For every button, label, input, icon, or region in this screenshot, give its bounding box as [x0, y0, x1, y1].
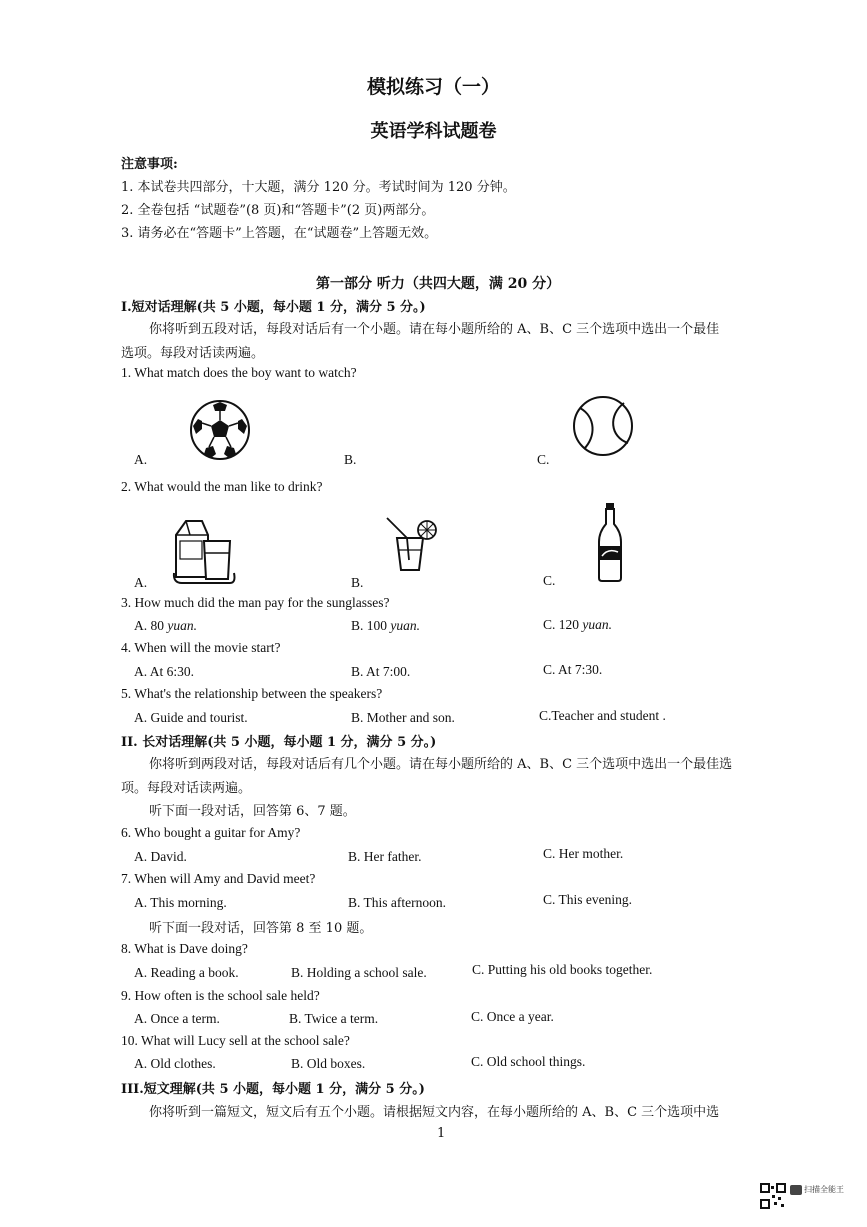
- q7-option-b: B. This afternoon.: [348, 895, 446, 910]
- scanner-logo-icon: [790, 1185, 802, 1195]
- notice-item-1: 1. 本试卷共四部分，十大题，满分 120 分。考试时间为 120 分钟。: [121, 180, 516, 195]
- q5-option-b: B. Mother and son.: [351, 710, 455, 725]
- q5-option-c: C.Teacher and student .: [539, 708, 666, 723]
- q3-option-b: B. 100 yuan.: [351, 618, 421, 633]
- tennis-ball-icon: [572, 395, 634, 457]
- q1-option-c: C.: [537, 452, 550, 467]
- section3-instruction: 你将听到一篇短文，短文后有五个小题。请根据短文内容，在每小题所给的 A、B、C 三个选项中选: [149, 1105, 720, 1120]
- q2-option-a: A.: [134, 575, 148, 590]
- q10-option-c: C. Old school things.: [471, 1054, 586, 1069]
- notice-heading: 注意事项:: [121, 157, 178, 172]
- section2-instruction: 你将听到两段对话，每段对话后有几个小题。请在每小题所给的 A、B、C 三个选项中选出一个最佳选: [149, 757, 733, 772]
- q6-option-a: A. David.: [134, 849, 187, 864]
- exam-subtitle: 英语学科试题卷: [370, 121, 497, 142]
- q7-option-c: C. This evening.: [543, 892, 632, 907]
- q9-option-b: B. Twice a term.: [289, 1011, 379, 1026]
- q4-option-a: A. At 6:30.: [134, 664, 195, 679]
- notice-item-3: 3. 请务必在“答题卡”上答题，在“试题卷”上答题无效。: [121, 226, 438, 241]
- question-6: 6. Who bought a guitar for Amy?: [121, 825, 301, 840]
- q1-option-a: A.: [134, 452, 148, 467]
- q2-option-b: B.: [351, 575, 364, 590]
- q10-option-a: A. Old clothes.: [134, 1056, 216, 1071]
- part1-heading: 第一部分 听力（共四大题，满 20 分）: [316, 276, 561, 292]
- q6-option-c: C. Her mother.: [543, 846, 624, 861]
- question-9: 9. How often is the school sale held?: [121, 988, 320, 1003]
- notice-item-2: 2. 全卷包括 “试题卷”(8 页)和“答题卡”(2 页)两部分。: [121, 203, 435, 218]
- page-number: 1: [437, 1126, 446, 1141]
- q8-option-b: B. Holding a school sale.: [291, 965, 427, 980]
- section2-instruction-cont: 项。每段对话读两遍。: [121, 781, 252, 796]
- question-3: 3. How much did the man pay for the sunglasses?: [121, 595, 390, 610]
- q8-option-c: C. Putting his old books together.: [472, 962, 653, 977]
- question-2: 2. What would the man like to drink?: [121, 479, 323, 494]
- q9-option-c: C. Once a year.: [471, 1009, 554, 1024]
- q4-option-c: C. At 7:30.: [543, 662, 603, 677]
- listen-note-6-7: 听下面一段对话，回答第 6、7 题。: [149, 804, 356, 819]
- juice-glass-icon: [385, 516, 437, 572]
- section2-title: II. 长对话理解(共 5 小题，每小题 1 分，满分 5 分。): [121, 735, 437, 750]
- section1-title: I.短对话理解(共 5 小题，每小题 1 分，满分 5 分。): [121, 300, 426, 315]
- q2-option-c: C.: [543, 573, 556, 588]
- section3-title: III.短文理解(共 5 小题，每小题 1 分，满分 5 分。): [121, 1082, 425, 1097]
- question-8: 8. What is Dave doing?: [121, 941, 248, 956]
- q4-option-b: B. At 7:00.: [351, 664, 411, 679]
- q8-option-a: A. Reading a book.: [134, 965, 239, 980]
- exam-title: 模拟练习（一）: [366, 76, 500, 98]
- q10-option-b: B. Old boxes.: [291, 1056, 366, 1071]
- q6-option-b: B. Her father.: [348, 849, 422, 864]
- soccer-ball-icon: [189, 399, 251, 461]
- question-10: 10. What will Lucy sell at the school sale?: [121, 1033, 350, 1048]
- q1-option-b: B.: [344, 452, 357, 467]
- question-7: 7. When will Amy and David meet?: [121, 871, 316, 886]
- scanner-watermark: 扫描全能王: [804, 1185, 844, 1194]
- q3-option-a: A. 80 yuan.: [134, 618, 197, 633]
- listen-note-8-10: 听下面一段对话，回答第 8 至 10 题。: [149, 921, 373, 936]
- q7-option-a: A. This morning.: [134, 895, 227, 910]
- q9-option-a: A. Once a term.: [134, 1011, 220, 1026]
- milk-carton-icon: [172, 515, 238, 585]
- section1-instruction: 你将听到五段对话，每段对话后有一个小题。请在每小题所给的 A、B、C 三个选项中选出一个最佳: [149, 322, 720, 337]
- q5-option-a: A. Guide and tourist.: [134, 710, 248, 725]
- question-4: 4. When will the movie start?: [121, 640, 281, 655]
- cola-bottle-icon: [596, 502, 624, 582]
- question-5: 5. What's the relationship between the speakers?: [121, 686, 383, 701]
- question-1: 1. What match does the boy want to watch?: [121, 365, 357, 380]
- qr-code-icon: [760, 1183, 786, 1209]
- q3-option-c: C. 120 yuan.: [543, 617, 613, 632]
- section1-instruction-cont: 选项。每段对话读两遍。: [121, 346, 265, 361]
